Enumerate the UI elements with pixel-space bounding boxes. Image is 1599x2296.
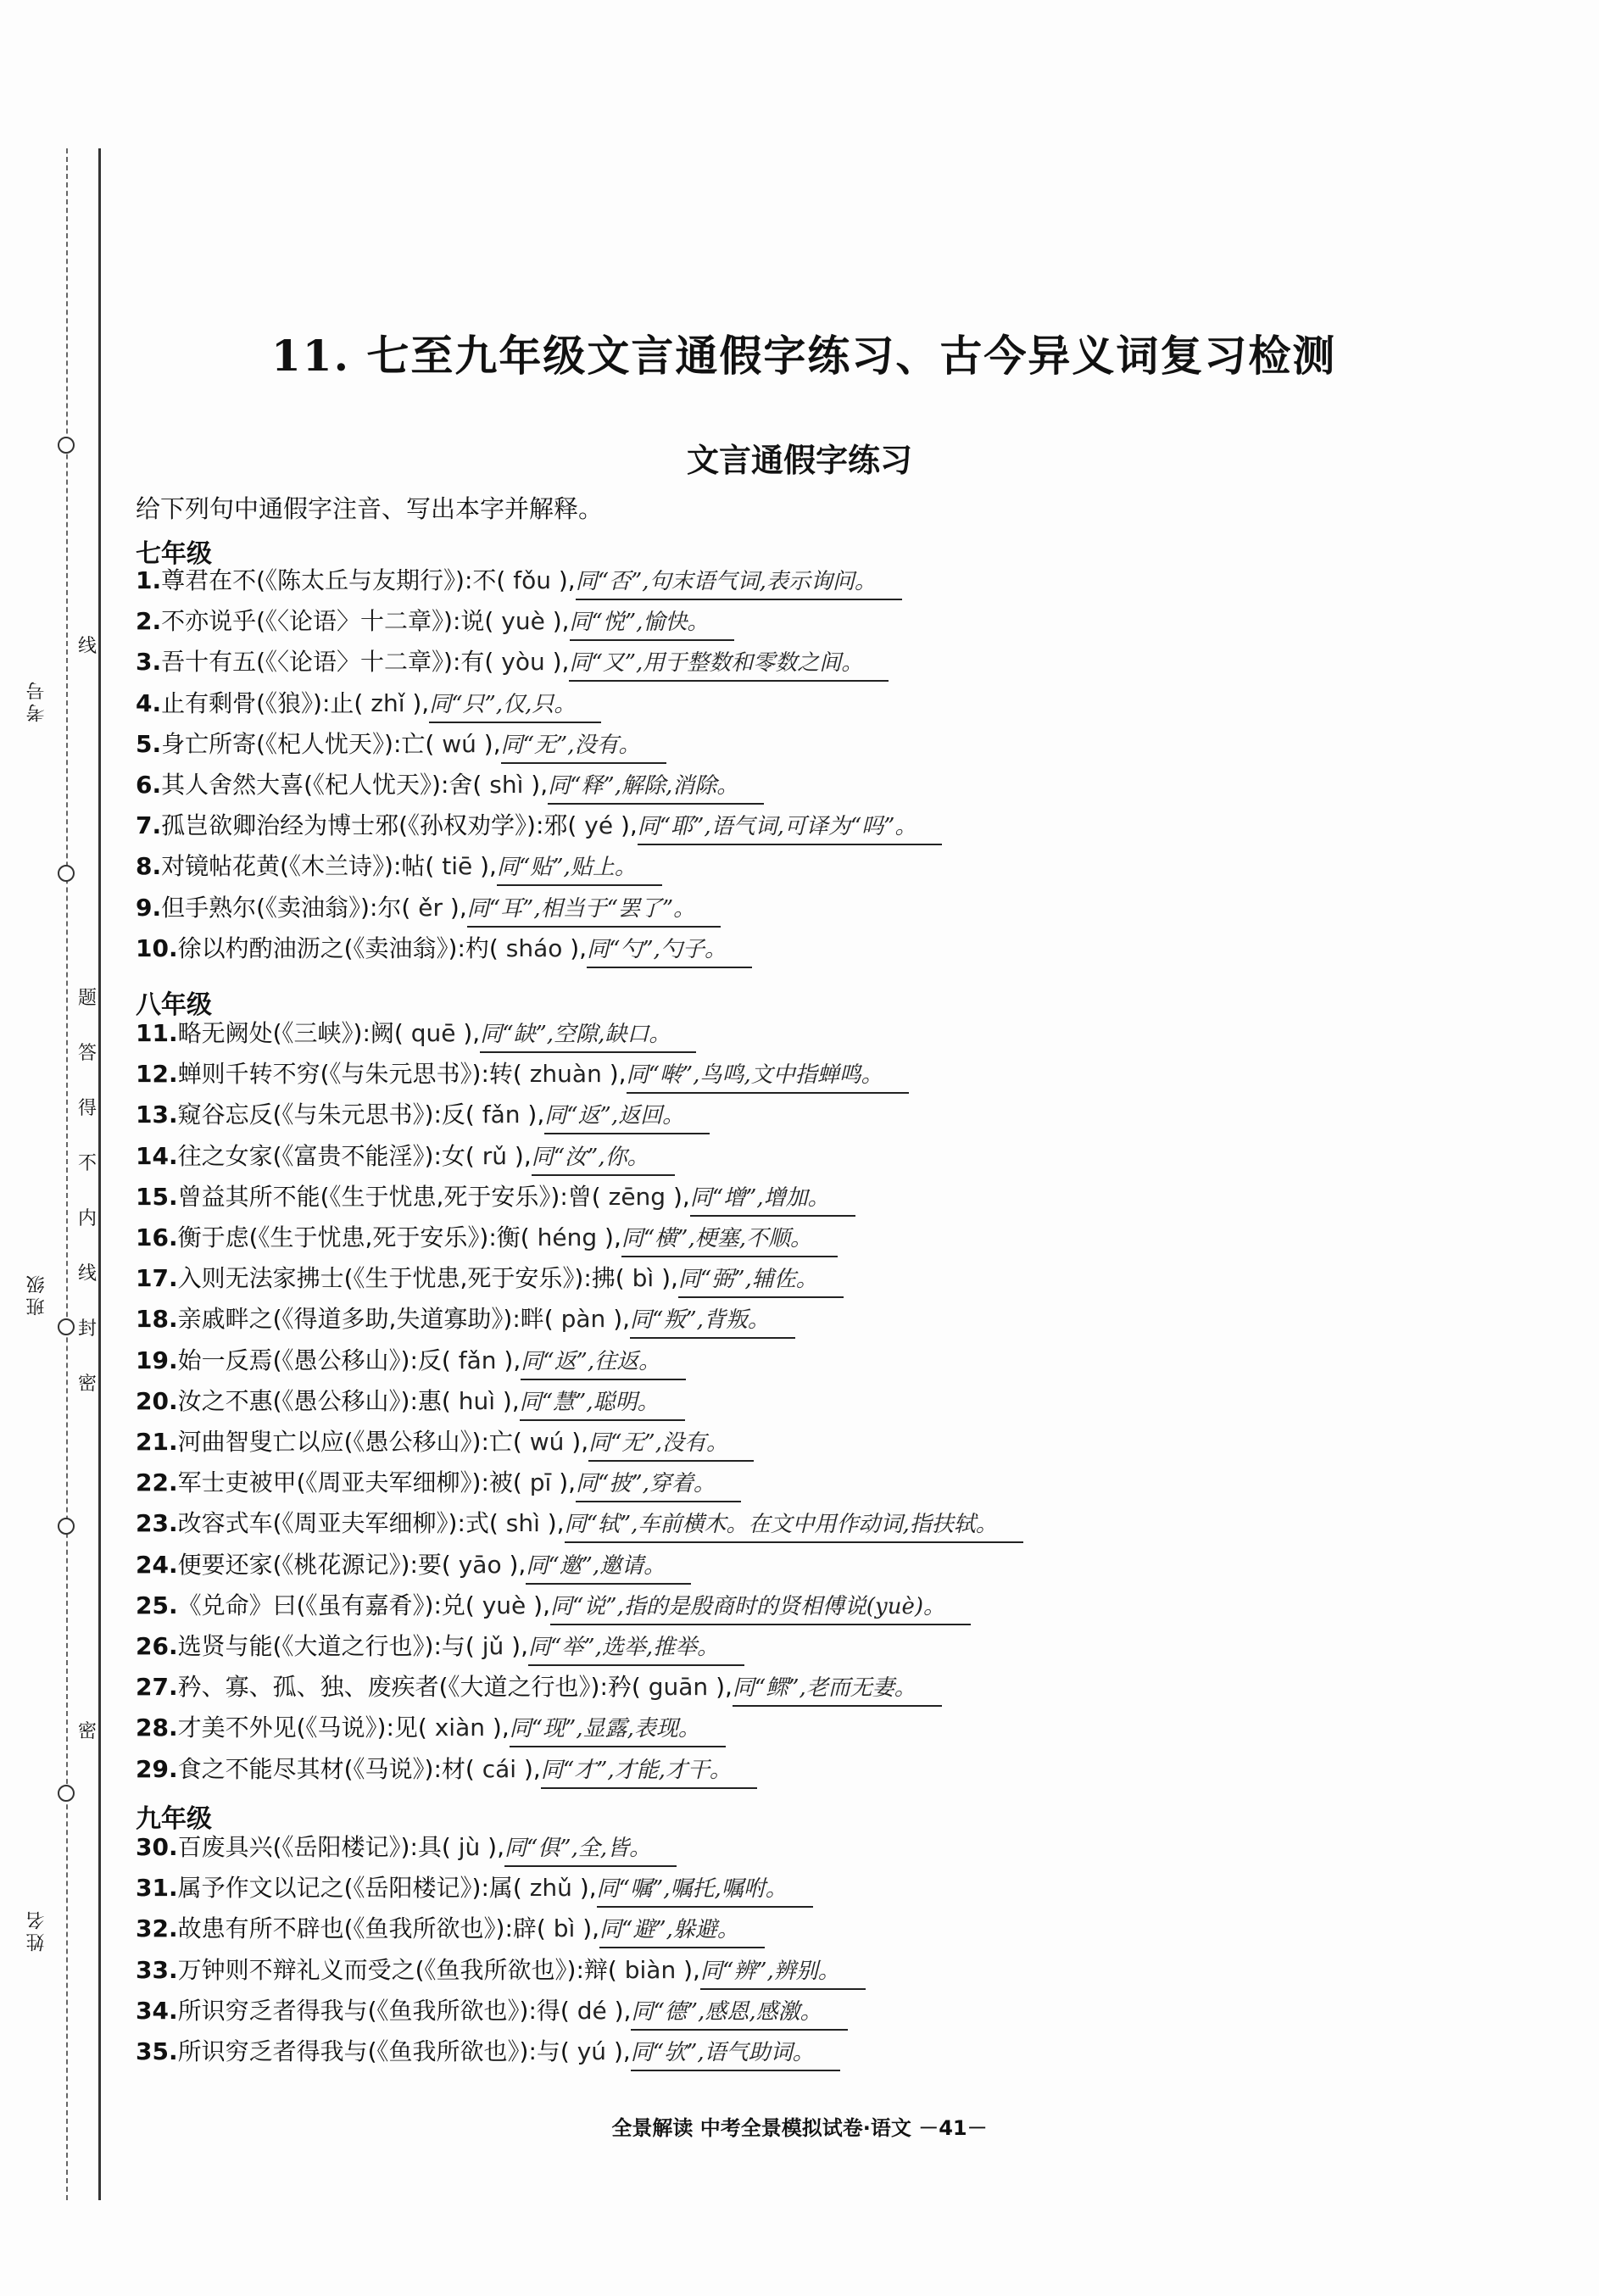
answer-line[interactable]: 同“才”,才能,才干。 <box>541 1753 757 1789</box>
answer-line[interactable]: 同“勺”,勺子。 <box>587 933 752 968</box>
pinyin-answer[interactable]: pàn <box>560 1305 606 1334</box>
side-char: 线 <box>78 1263 98 1285</box>
pinyin-answer[interactable]: yuè <box>482 1591 526 1619</box>
answer-line[interactable]: 同“横”,梗塞,不顺。 <box>621 1222 838 1257</box>
answer-line[interactable]: 同“避”,躲避。 <box>599 1913 765 1948</box>
pinyin-answer[interactable]: yé <box>584 811 614 840</box>
side-char: 密 <box>78 1721 98 1742</box>
question-row: 22.军士吏被甲(《周亚夫军细柳》):被( pī ),同“披”,穿着。 <box>136 1463 741 1502</box>
answer-line[interactable]: 同“贴”,贴上。 <box>497 850 662 886</box>
answer-line[interactable]: 同“悦”,愉快。 <box>570 605 735 641</box>
question-row: 4.止有剩骨(《狼》):止( zhǐ ),同“只”,仅,只。 <box>136 684 601 723</box>
pinyin-answer[interactable]: xiàn <box>434 1714 485 1742</box>
answer-line[interactable]: 同“啭”,鸟鸣,文中指蝉鸣。 <box>627 1058 909 1094</box>
answer-line[interactable]: 同“嘱”,嘱托,嘱咐。 <box>597 1872 813 1908</box>
question-number: 3. <box>136 648 162 677</box>
question-number: 16. <box>136 1223 178 1251</box>
pinyin-answer[interactable]: wú <box>442 729 476 758</box>
question-row: 13.窥谷忘反(《与朱元思书》):反( fǎn ),同“返”,返回。 <box>136 1095 710 1134</box>
question-text: 亲戚畔之(《得道多助,失道寡助》):畔( <box>177 1305 554 1334</box>
answer-line[interactable]: 同“邀”,邀请。 <box>526 1549 691 1585</box>
pinyin-answer[interactable]: yāo <box>458 1550 502 1579</box>
pinyin-answer[interactable]: jǔ <box>482 1632 504 1660</box>
question-row: 29.食之不能尽其材(《马说》):材( cái ),同“才”,才能,才干。 <box>136 1750 757 1789</box>
pinyin-answer[interactable]: zhuàn <box>529 1060 602 1089</box>
answer-line[interactable]: 同“俱”,全,皆。 <box>504 1831 677 1867</box>
question-text: 对镜帖花黄(《木兰诗》):帖( <box>161 852 435 881</box>
answer-line[interactable]: 同“增”,增加。 <box>690 1181 855 1217</box>
question-row: 32.故患有所不辟也(《鱼我所欲也》):辟( bì ),同“避”,躲避。 <box>136 1909 765 1948</box>
question-text: 所识穷乏者得我与(《鱼我所欲也》):得( <box>177 1996 570 2025</box>
pinyin-answer[interactable]: guān <box>648 1673 709 1702</box>
pinyin-answer[interactable]: zēng <box>608 1182 666 1211</box>
answer-line[interactable]: 同“举”,选举,推举。 <box>528 1630 744 1666</box>
answer-line[interactable]: 同“轼”,车前横木。在文中用作动词,指扶轼。 <box>565 1507 1023 1543</box>
binding-hole <box>58 1785 75 1802</box>
question-row: 3.吾十有五(《〈论语〉十二章》):有( yòu ),同“又”,用于整数和零数之间。 <box>136 643 889 682</box>
question-text: 军士吏被甲(《周亚夫军细柳》):被( <box>177 1468 522 1497</box>
instruction: 给下列句中通假字注音、写出本字并解释。 <box>136 494 604 523</box>
grade-heading-8: 八年级 <box>136 990 212 1020</box>
question-number: 14. <box>136 1141 178 1170</box>
question-number: 7. <box>136 811 162 840</box>
answer-line[interactable]: 同“慧”,聪明。 <box>520 1385 685 1421</box>
question-number: 20. <box>136 1386 178 1415</box>
question-number: 30. <box>136 1833 178 1861</box>
side-char: 密 <box>78 1374 98 1395</box>
question-text: 止有剩骨(《狼》):止( <box>161 688 364 717</box>
question-text: 蝉则千转不穷(《与朱元思书》):转( <box>177 1060 522 1089</box>
pinyin-answer[interactable]: yú <box>577 2037 607 2065</box>
question-text: 但手熟尔(《卖油翁》):尔( <box>161 893 411 922</box>
pinyin-answer[interactable]: bì <box>553 1914 576 1943</box>
answer-line[interactable]: 同“汝”,你。 <box>532 1140 675 1176</box>
question-text: 窥谷忘反(《与朱元思书》):反( <box>177 1101 475 1129</box>
grade-heading-9: 九年级 <box>136 1804 212 1834</box>
question-row: 26.选贤与能(《大道之行也》):与( jǔ ),同“举”,选举,推举。 <box>136 1627 744 1666</box>
question-row: 1.尊君在不(《陈太丘与友期行》):不( fǒu ),同“否”,句末语气词,表示询问。 <box>136 561 902 600</box>
question-row: 10.徐以杓酌油沥之(《卖油翁》):杓( sháo ),同“勺”,勺子。 <box>136 929 752 968</box>
pinyin-answer[interactable]: bì <box>632 1264 655 1293</box>
question-text: 不亦说乎(《〈论语〉十二章》):说( <box>161 607 494 636</box>
question-text: 吾十有五(《〈论语〉十二章》):有( <box>161 648 494 677</box>
question-number: 34. <box>136 1996 178 2025</box>
question-text: 徐以杓酌油沥之(《卖油翁》):杓( <box>177 933 499 962</box>
question-text: 身亡所寄(《杞人忧天》):亡( <box>161 729 435 758</box>
pinyin-answer[interactable]: zhǐ <box>370 688 405 717</box>
question-text: 孤岂欲卿治经为博士邪(《孙权劝学》):邪( <box>161 811 577 840</box>
pinyin-answer[interactable]: wú <box>529 1428 565 1456</box>
side-char: 答 <box>78 1043 98 1064</box>
question-number: 6. <box>136 771 162 799</box>
question-row: 23.改容式车(《周亚夫军细柳》):式( shì ),同“轼”,车前横木。在文中用作动词,指扶轼。 <box>136 1504 1023 1543</box>
section-title: 文言通假字练习 <box>686 441 912 479</box>
question-text: 所识穷乏者得我与(《鱼我所欲也》):与( <box>177 2037 570 2065</box>
question-text: 其人舍然大喜(《杞人忧天》):舍( <box>161 771 482 799</box>
answer-line[interactable]: 同“辨”,辨别。 <box>700 1954 866 1990</box>
question-number: 26. <box>136 1632 178 1660</box>
answer-line[interactable]: 同“现”,显露,表现。 <box>510 1712 726 1747</box>
answer-line[interactable]: 同“缺”,空隙,缺口。 <box>480 1017 696 1053</box>
question-row: 28.才美不外见(《马说》):见( xiàn ),同“现”,显露,表现。 <box>136 1708 726 1747</box>
question-number: 22. <box>136 1468 178 1497</box>
question-text: 河曲智叟亡以应(《愚公移山》):亡( <box>177 1428 522 1456</box>
answer-line[interactable]: 同“弼”,辅佐。 <box>678 1262 844 1298</box>
question-text: 汝之不惠(《愚公移山》):惠( <box>177 1386 451 1415</box>
question-number: 4. <box>136 688 162 717</box>
question-row: 18.亲戚畔之(《得道多助,失道寡助》):畔( pàn ),同“叛”,背叛。 <box>136 1300 795 1339</box>
pinyin-answer[interactable]: fǎn <box>482 1101 521 1129</box>
side-char: 内 <box>78 1208 98 1229</box>
page-footer: 全景解读 中考全景模拟试卷·语文 －41－ <box>611 2116 988 2140</box>
question-row: 17.入则无法家拂士(《生于忧患,死于安乐》):拂( bì ),同“弼”,辅佐。 <box>136 1259 844 1298</box>
pinyin-answer[interactable]: ěr <box>418 893 443 922</box>
question-text: 选贤与能(《大道之行也》):与( <box>177 1632 475 1660</box>
pinyin-answer[interactable]: biàn <box>624 1955 677 1984</box>
page-title: 11. 七至九年级文言通假字练习、古今异义词复习检测 <box>271 331 1337 381</box>
side-label-class: 班级 <box>26 1272 47 1316</box>
answer-line[interactable]: 同“无”,没有。 <box>501 728 666 764</box>
question-row: 14.往之女家(《富贵不能淫》):女( rǔ ),同“汝”,你。 <box>136 1137 675 1176</box>
question-number: 33. <box>136 1955 178 1984</box>
answer-line[interactable]: 同“无”,没有。 <box>588 1426 754 1462</box>
question-row: 24.便要还家(《桃花源记》):要( yāo ),同“邀”,邀请。 <box>136 1546 691 1585</box>
pinyin-answer[interactable]: rǔ <box>482 1141 507 1170</box>
pinyin-answer[interactable]: cái <box>482 1754 517 1783</box>
question-number: 15. <box>136 1182 178 1211</box>
pinyin-answer[interactable]: fǒu <box>513 566 551 594</box>
question-row: 31.属予作文以记之(《岳阳楼记》):属( zhǔ ),同“嘱”,嘱托,嘱咐。 <box>136 1869 813 1908</box>
pinyin-answer[interactable]: quē <box>410 1019 456 1047</box>
question-text: 属予作文以记之(《岳阳楼记》):属( <box>177 1874 522 1903</box>
answer-line[interactable]: 同“欤”,语气助词。 <box>631 2036 840 2071</box>
answer-line[interactable]: 同“说”,指的是殷商时的贤相傅说(yuè)。 <box>550 1590 971 1625</box>
question-number: 35. <box>136 2037 178 2065</box>
answer-line[interactable]: 同“鳏”,老而无妻。 <box>733 1671 942 1707</box>
question-row: 5.身亡所寄(《杞人忧天》):亡( wú ),同“无”,没有。 <box>136 725 666 764</box>
grade-heading-7: 七年级 <box>136 539 212 569</box>
question-number: 12. <box>136 1060 178 1089</box>
answer-line[interactable]: 同“返”,往返。 <box>521 1345 686 1380</box>
question-number: 24. <box>136 1550 178 1579</box>
side-char: 封 <box>78 1318 98 1340</box>
binding-hole <box>58 1318 75 1335</box>
question-row: 12.蝉则千转不穷(《与朱元思书》):转( zhuàn ),同“啭”,鸟鸣,文中指蝉鸣。 <box>136 1055 909 1094</box>
pinyin-answer[interactable]: jù <box>458 1833 481 1861</box>
answer-line[interactable]: 同“德”,感恩,感激。 <box>631 1995 847 2031</box>
question-row: 9.但手熟尔(《卖油翁》):尔( ěr ),同“耳”,相当于“罢了”。 <box>136 889 721 928</box>
answer-line[interactable]: 同“耶”,语气词,可译为“吗”。 <box>638 810 943 845</box>
side-char: 不 <box>78 1153 98 1174</box>
pinyin-answer[interactable]: yuè <box>501 607 545 636</box>
question-number: 31. <box>136 1874 178 1903</box>
question-text: 《兑命》曰(《虽有嘉肴》):兑( <box>177 1591 475 1619</box>
question-text: 略无阙处(《三峡》):阙( <box>177 1019 404 1047</box>
pinyin-answer[interactable]: zhǔ <box>529 1874 572 1903</box>
pinyin-answer[interactable]: fǎn <box>458 1346 497 1374</box>
question-text: 矜、寡、孤、独、废疾者(《大道之行也》):矜( <box>177 1673 641 1702</box>
side-label-exam-number: 考号 <box>26 678 47 722</box>
answer-line[interactable]: 同“只”,仅,只。 <box>429 688 601 723</box>
question-number: 27. <box>136 1673 178 1702</box>
question-row: 8.对镜帖花黄(《木兰诗》):帖( tiē ),同“贴”,贴上。 <box>136 847 662 886</box>
answer-line[interactable]: 同“披”,穿着。 <box>576 1467 741 1502</box>
question-number: 17. <box>136 1264 178 1293</box>
question-text: 尊君在不(《陈太丘与友期行》):不( <box>161 566 506 594</box>
question-text: 食之不能尽其材(《马说》):材( <box>177 1754 475 1783</box>
question-text: 往之女家(《富贵不能淫》):女( <box>177 1141 475 1170</box>
question-row: 7.孤岂欲卿治经为博士邪(《孙权劝学》):邪( yé ),同“耶”,语气词,可译为“吗”。 <box>136 806 942 845</box>
question-number: 5. <box>136 729 162 758</box>
question-row: 30.百废具兴(《岳阳楼记》):具( jù ),同“俱”,全,皆。 <box>136 1828 677 1867</box>
question-row: 15.曾益其所不能(《生于忧患,死于安乐》):曾( zēng ),同“增”,增加。 <box>136 1178 855 1217</box>
question-number: 9. <box>136 893 162 922</box>
pinyin-answer[interactable]: shì <box>505 1509 540 1538</box>
question-row: 21.河曲智叟亡以应(《愚公移山》):亡( wú ),同“无”,没有。 <box>136 1423 754 1462</box>
question-number: 1. <box>136 566 162 594</box>
question-number: 32. <box>136 1914 178 1943</box>
pinyin-answer[interactable]: pī <box>529 1468 552 1497</box>
question-text: 百废具兴(《岳阳楼记》):具( <box>177 1833 451 1861</box>
pinyin-answer[interactable]: shì <box>489 771 524 799</box>
answer-line[interactable]: 同“又”,用于整数和零数之间。 <box>569 646 889 682</box>
pinyin-answer[interactable]: tiē <box>442 852 473 881</box>
question-number: 11. <box>136 1019 178 1047</box>
question-row: 19.始一反焉(《愚公移山》):反( fǎn ),同“返”,往返。 <box>136 1341 686 1380</box>
answer-line[interactable]: 同“返”,返回。 <box>544 1099 710 1134</box>
question-row: 34.所识穷乏者得我与(《鱼我所欲也》):得( dé ),同“德”,感恩,感激。 <box>136 1992 848 2031</box>
side-label-name: 姓名 <box>26 1908 47 1952</box>
binding-hole <box>58 865 75 882</box>
question-text: 故患有所不辟也(《鱼我所欲也》):辟( <box>177 1914 546 1943</box>
question-text: 始一反焉(《愚公移山》):反( <box>177 1346 451 1374</box>
answer-line[interactable]: 同“耳”,相当于“罢了”。 <box>467 892 721 928</box>
question-text: 便要还家(《桃花源记》):要( <box>177 1550 451 1579</box>
answer-line[interactable]: 同“释”,解除,消除。 <box>548 769 764 805</box>
answer-line[interactable]: 同“叛”,背叛。 <box>630 1303 795 1339</box>
question-number: 23. <box>136 1509 178 1538</box>
question-text: 曾益其所不能(《生于忧患,死于安乐》):曾( <box>177 1182 601 1211</box>
question-number: 2. <box>136 607 162 636</box>
side-char: 得 <box>78 1098 98 1119</box>
pinyin-answer[interactable]: sháo <box>505 933 563 962</box>
answer-line[interactable]: 同“否”,句末语气词,表示询问。 <box>576 565 902 600</box>
question-number: 8. <box>136 852 162 881</box>
question-number: 13. <box>136 1101 178 1129</box>
pinyin-answer[interactable]: héng <box>537 1223 598 1251</box>
question-number: 10. <box>136 933 178 962</box>
question-number: 18. <box>136 1305 178 1334</box>
question-row: 2.不亦说乎(《〈论语〉十二章》):说( yuè ),同“悦”,愉快。 <box>136 602 734 641</box>
question-row: 11.略无阙处(《三峡》):阙( quē ),同“缺”,空隙,缺口。 <box>136 1014 696 1053</box>
side-char: 线 <box>78 636 98 657</box>
question-row: 20.汝之不惠(《愚公移山》):惠( huì ),同“慧”,聪明。 <box>136 1382 685 1421</box>
binding-hole <box>58 1518 75 1535</box>
pinyin-answer[interactable]: dé <box>577 1996 607 2025</box>
question-number: 25. <box>136 1591 178 1619</box>
pinyin-answer[interactable]: huì <box>458 1386 496 1415</box>
question-row: 27.矜、寡、孤、独、废疾者(《大道之行也》):矜( guān ),同“鳏”,老而无妻。 <box>136 1668 942 1707</box>
question-number: 21. <box>136 1428 178 1456</box>
question-number: 19. <box>136 1346 178 1374</box>
question-row: 33.万钟则不辩礼义而受之(《鱼我所欲也》):辩( biàn ),同“辨”,辨别。 <box>136 1951 866 1990</box>
question-row: 16.衡于虑(《生于忧患,死于安乐》):衡( héng ),同“横”,梗塞,不顺。 <box>136 1218 838 1257</box>
question-number: 29. <box>136 1754 178 1783</box>
question-row: 25.《兑命》曰(《虽有嘉肴》):兑( yuè ),同“说”,指的是殷商时的贤相傅说(yuè)。 <box>136 1586 971 1625</box>
question-text: 入则无法家拂士(《生于忧患,死于安乐》):拂( <box>177 1264 625 1293</box>
question-text: 才美不外见(《马说》):见( <box>177 1714 427 1742</box>
question-number: 28. <box>136 1714 178 1742</box>
side-char: 题 <box>78 988 98 1009</box>
pinyin-answer[interactable]: yòu <box>501 648 545 677</box>
question-text: 改容式车(《周亚夫军细柳》):式( <box>177 1509 499 1538</box>
question-row: 35.所识穷乏者得我与(《鱼我所欲也》):与( yú ),同“欤”,语气助词。 <box>136 2032 840 2071</box>
question-text: 衡于虑(《生于忧患,死于安乐》):衡( <box>177 1223 530 1251</box>
question-text: 万钟则不辩礼义而受之(《鱼我所欲也》):辩( <box>177 1955 617 1984</box>
question-row: 6.其人舍然大喜(《杞人忧天》):舍( shì ),同“释”,解除,消除。 <box>136 766 764 805</box>
